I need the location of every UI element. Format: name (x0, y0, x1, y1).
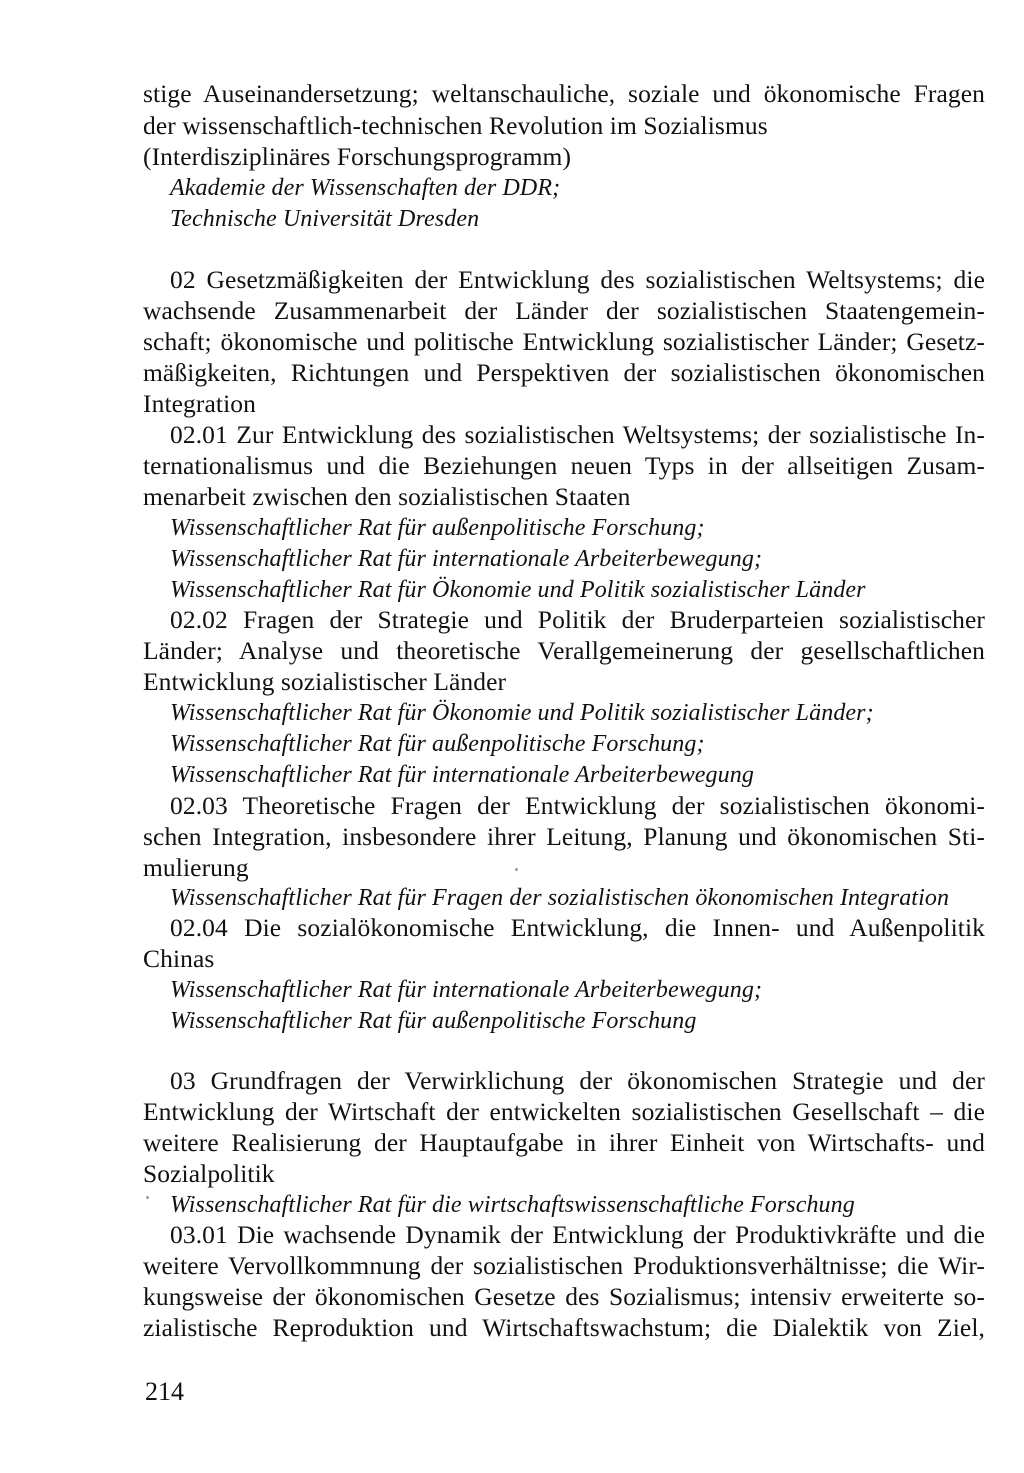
institution-line: Wissenschaftlicher Rat für Ökonomie und Politik sozialistischer Länder; (170, 700, 874, 726)
subsection-02-04: 02.04 Die sozialökonomische Entwicklung, die Innen- und Außenpolitik (170, 913, 985, 942)
text-line: schaft; ökonomische und politische Entwicklung sozialistischer Länder; Gesetz- (143, 327, 985, 356)
text-line: stige Auseinandersetzung; weltanschauliche, soziale und ökonomische Fragen (143, 79, 985, 108)
institution-line: Technische Universität Dresden (170, 206, 480, 232)
institution-line: Wissenschaftlicher Rat für Ökonomie und Politik sozialistischer Länder (170, 577, 866, 603)
text-line: kungsweise der ökonomischen Gesetze des Sozialismus; intensiv erweiterte so- (143, 1282, 985, 1311)
institution-line: Wissenschaftlicher Rat für außenpolitische Forschung; (170, 515, 705, 541)
text-line: ternationalismus und die Beziehungen neuen Typs in der allseitigen Zusam- (143, 451, 985, 480)
institution-line: Wissenschaftlicher Rat für außenpolitische Forschung; (170, 731, 705, 757)
text-line: schen Integration, insbesondere ihrer Leitung, Planung und ökonomischen Sti- (143, 822, 985, 851)
text-line: mulierung (143, 853, 249, 882)
institution-line: Wissenschaftlicher Rat für internationale Arbeiterbewegung; (170, 546, 763, 572)
subsection-02-01: 02.01 Zur Entwicklung des sozialistischen Weltsystems; der sozialistische In- (170, 420, 985, 449)
institution-line: Wissenschaftlicher Rat für internationale Arbeiterbewegung; (170, 977, 763, 1003)
institution-line: Akademie der Wissenschaften der DDR; (170, 175, 561, 201)
text-line: Integration (143, 389, 256, 418)
scan-speck (515, 868, 518, 871)
text-line: Sozialpolitik (143, 1159, 275, 1188)
text-line: der wissenschaftlich-technischen Revolution im Sozialismus (143, 111, 768, 140)
text-line: Entwicklung der Wirtschaft der entwickelten sozialistischen Gesellschaft – die (143, 1097, 985, 1126)
text-line: (Interdisziplinäres Forschungsprogramm) (143, 142, 572, 171)
text-line: weitere Vervollkommnung der sozialistischen Produktionsverhältnisse; die Wir- (143, 1251, 985, 1280)
text-line: Länder; Analyse und theoretische Verallgemeinerung der gesellschaftlichen (143, 636, 985, 665)
institution-line: Wissenschaftlicher Rat für Fragen der sozialistischen ökonomischen Integration (170, 885, 950, 911)
section-heading-03: 03 Grundfragen der Verwirklichung der ökonomischen Strategie und der (170, 1066, 985, 1095)
text-line: weitere Realisierung der Hauptaufgabe in ihrer Einheit von Wirtschafts- und (143, 1128, 985, 1157)
text-line: Entwicklung sozialistischer Länder (143, 667, 507, 696)
institution-line: Wissenschaftlicher Rat für die wirtschaftswissenschaftliche Forschung (170, 1192, 855, 1218)
subsection-02-02: 02.02 Fragen der Strategie und Politik der Bruderparteien sozialistischer (170, 605, 985, 634)
text-line: menarbeit zwischen den sozialistischen Staaten (143, 482, 631, 511)
institution-line: Wissenschaftlicher Rat für außenpolitische Forschung (170, 1008, 697, 1034)
text-line: mäßigkeiten, Richtungen und Perspektiven der sozialistischen ökonomischen (143, 358, 985, 387)
page-number: 214 (145, 1377, 184, 1406)
text-line: zialistische Reproduktion und Wirtschaftswachstum; die Dialektik von Ziel, (143, 1313, 985, 1342)
subsection-02-03: 02.03 Theoretische Fragen der Entwicklung der sozialistischen ökonomi- (170, 791, 985, 820)
text-line: wachsende Zusammenarbeit der Länder der sozialistischen Staatengemein- (143, 296, 985, 325)
scan-speck (146, 1196, 149, 1199)
section-heading-02: 02 Gesetzmäßigkeiten der Entwicklung des sozialistischen Weltsystems; die (170, 265, 985, 294)
text-line: Chinas (143, 944, 215, 973)
subsection-03-01: 03.01 Die wachsende Dynamik der Entwicklung der Produktivkräfte und die (170, 1220, 985, 1249)
institution-line: Wissenschaftlicher Rat für internationale Arbeiterbewegung (170, 762, 754, 788)
